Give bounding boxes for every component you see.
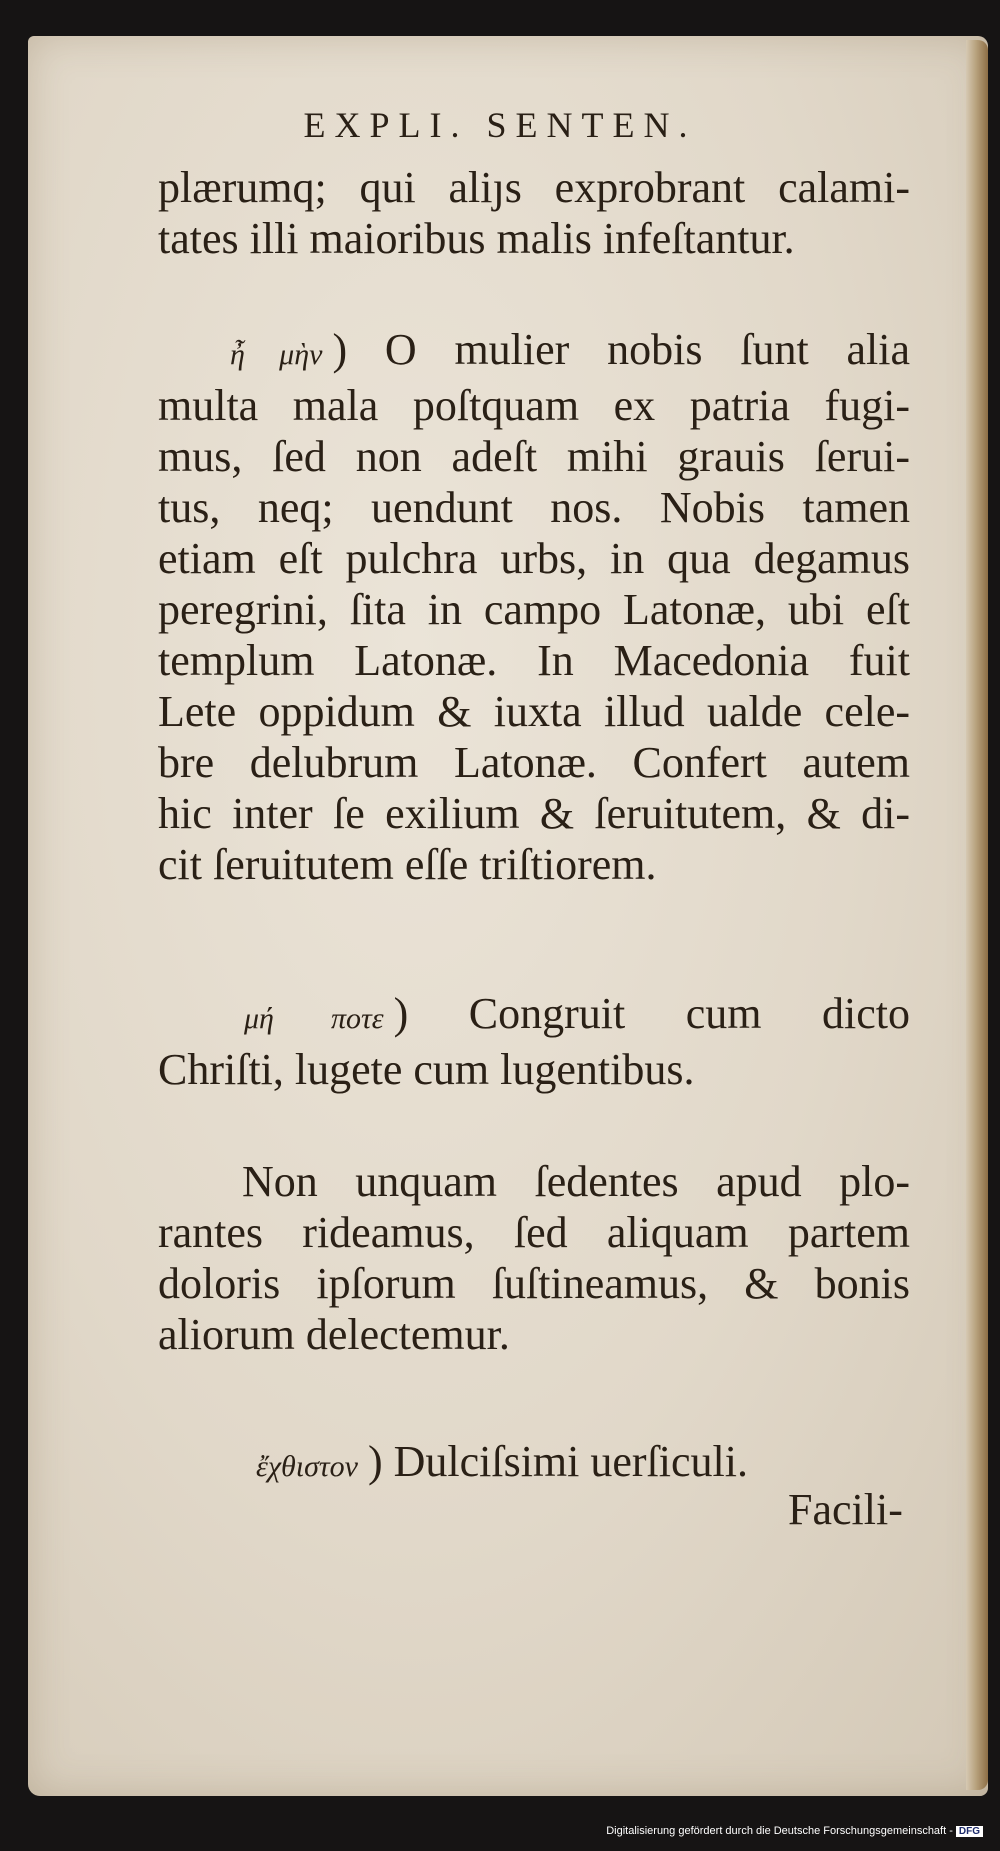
text-line: Chriſti, lugete cum lugentibus. bbox=[158, 1045, 695, 1094]
text-line bbox=[158, 324, 910, 380]
text-line: etiam eſt pulchra urbs, in qua degamus bbox=[158, 534, 910, 583]
text-line: doloris ipſorum ſuſtineamus, & bonis bbox=[158, 1259, 910, 1308]
dfg-logo: DFG bbox=[956, 1826, 983, 1837]
greek-lemma: μή ποτε bbox=[244, 1002, 384, 1035]
greek-lemma: ἔχθιστον bbox=[256, 1450, 358, 1483]
paragraph-1 bbox=[158, 324, 910, 890]
top-lines bbox=[158, 162, 910, 264]
paragraph-2 bbox=[158, 988, 910, 1095]
text-line: Non unquam ſedentes apud plo- bbox=[242, 1157, 910, 1206]
text-line bbox=[158, 988, 910, 1044]
page-edge bbox=[966, 40, 988, 1790]
lemma-text: ) O mulier nobis ſunt alia bbox=[332, 325, 910, 374]
text-line: hic inter ſe exilium & ſeruitutem, & di- bbox=[158, 789, 910, 838]
greek-lemma: ἦ μὴν bbox=[230, 338, 323, 371]
text-line: tus, neq; uendunt nos. Nobis tamen bbox=[158, 483, 910, 532]
paragraph-3 bbox=[158, 1156, 910, 1360]
text-line: tates illi maioribus malis infeſtantur. bbox=[158, 214, 795, 263]
text-line: aliorum delectemur. bbox=[158, 1310, 510, 1359]
text-line: multa mala poſtquam ex patria fugi- bbox=[158, 381, 910, 430]
running-header: EXPLI. SENTEN. bbox=[303, 105, 697, 145]
catchword: Facili- bbox=[788, 1485, 903, 1534]
lemma-text: ) Dulciſsimi uerſiculi. bbox=[367, 1437, 748, 1486]
text-line: Lete oppidum & iuxta illud ualde cele- bbox=[158, 687, 910, 736]
text-line: bre delubrum Latonæ. Confert autem bbox=[158, 738, 910, 787]
credit-text: Digitalisierung gefördert durch die Deutsche Forschungsgemeinschaft - bbox=[606, 1825, 953, 1837]
lemma-text: ) Congruit cum dicto bbox=[393, 989, 910, 1038]
text-line: cit ſeruitutem eſſe triſtiorem. bbox=[158, 840, 657, 889]
text-line: peregrini, ſita in campo Latonæ, ubi eſt bbox=[158, 585, 910, 634]
text-line: rantes rideamus, ſed aliquam partem bbox=[158, 1208, 910, 1257]
text-line: plærumq; qui aliȷs exprobrant calami- bbox=[158, 163, 910, 212]
digitization-credit bbox=[0, 1825, 983, 1837]
text-line: mus, ſed non adeſt mihi grauis ſerui- bbox=[158, 432, 910, 481]
text-line: templum Latonæ. In Macedonia fuit bbox=[158, 636, 910, 685]
